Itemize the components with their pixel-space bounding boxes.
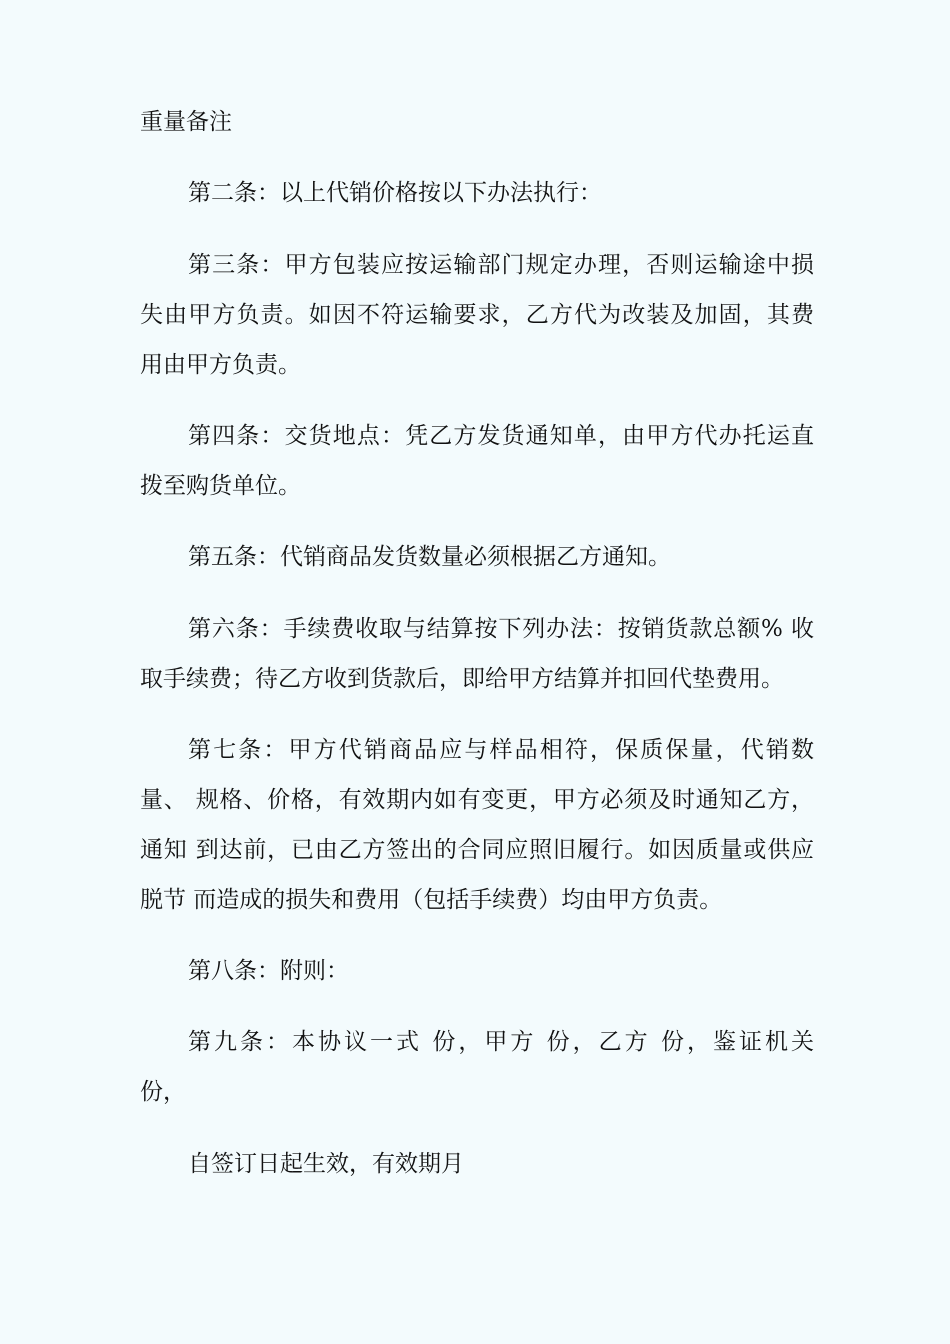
article-5-line-1: 第五条：代销商品发货数量必须根据乙方通知。	[188, 544, 671, 570]
effective-date-line: 自签订日起生效，有效期月	[188, 1151, 464, 1177]
document-heading: 重量备注	[140, 109, 232, 135]
article-9-line-1: 第九条：本协议一式 份，甲方 份，乙方 份，鉴证机关	[188, 1029, 814, 1055]
article-6-line-1: 第六条：手续费收取与结算按下列办法：按销货款总额% 收	[188, 616, 814, 642]
article-4-line-1: 第四条：交货地点：凭乙方发货通知单，由甲方代办托运直	[188, 423, 814, 449]
article-7-line-2: 量、 规格、价格，有效期内如有变更，甲方必须及时通知乙方，	[140, 787, 814, 813]
article-7-line-4: 脱节 而造成的损失和费用（包括手续费）均由甲方负责。	[140, 887, 723, 913]
article-3-line-1: 第三条：甲方包装应按运输部门规定办理，否则运输途中损	[188, 252, 814, 278]
article-7-line-3: 通知 到达前，已由乙方签出的合同应照旧履行。如因质量或供应	[140, 837, 814, 863]
article-3-line-2: 失由甲方负责。如因不符运输要求，乙方代为改装及加固，其费	[140, 302, 814, 328]
article-7-line-1: 第七条：甲方代销商品应与样品相符，保质保量，代销数	[188, 737, 814, 763]
article-8-line-1: 第八条：附则：	[188, 958, 349, 984]
article-2-line-1: 第二条：以上代销价格按以下办法执行：	[188, 180, 602, 206]
article-4-line-2: 拨至购货单位。	[140, 473, 301, 499]
article-3-line-3: 用由甲方负责。	[140, 352, 301, 378]
article-9-line-2: 份，	[140, 1079, 186, 1105]
article-6-line-2: 取手续费；待乙方收到货款后，即给甲方结算并扣回代垫费用。	[140, 666, 784, 692]
